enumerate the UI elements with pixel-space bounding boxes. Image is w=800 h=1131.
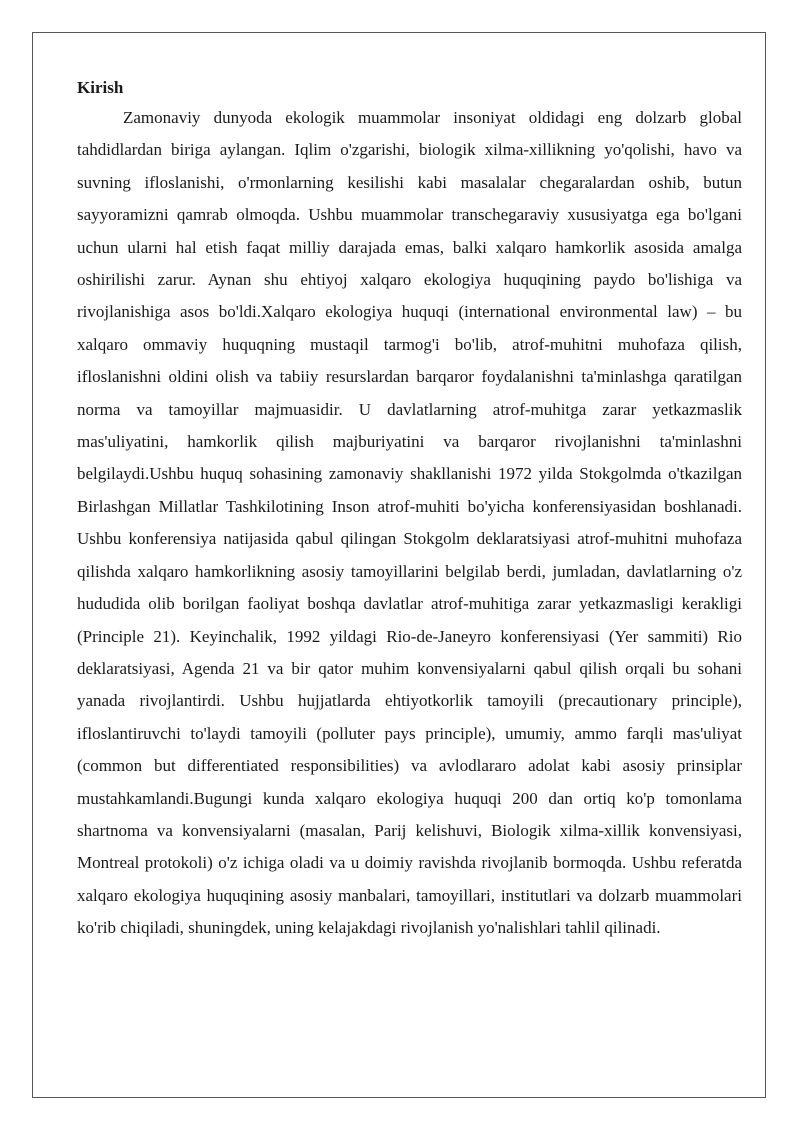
body-paragraph: Zamonaviy dunyoda ekologik muammolar insoniyat oldidagi eng dolzarb global tahdidlardan biriga aylangan. Iqlim o'zgarishi, biologik xilma-xillikning yo'qolishi, havo va suvning ifloslanishi, o'rmonlarning kesilishi kabi masalalar chegaralardan oshib, butun sayyoramizni qamrab olmoqda. Ushbu muammolar transchegaraviy xususiyatga ega bo'lgani uchun ularni hal etish faqat milliy darajada emas, balki xalqaro hamkorlik asosida amalga oshirilishi zarur. Aynan shu ehtiyoj xalqaro ekologiya huquqining paydo bo'lishiga va rivojlanishiga asos bo'ldi.Xalqaro ekologiya huquqi (international environmental law) – bu xalqaro ommaviy huquqning mustaqil tarmog'i bo'lib, atrof-muhitni muhofaza qilish, ifloslanishni oldini olish va tabiiy resurslardan barqaror foydalanishni ta'minlashga qaratilgan norma va tamoyillar majmuasidir. U davlatlarning atrof-muhitga zarar yetkazmaslik mas'uliyatini, hamkorlik qilish majburiyatini va barqaror rivojlanishni ta'minlashni belgilaydi.Ushbu huquq sohasining zamonaviy shakllanishi 1972 yilda Stokgolmda o'tkazilgan Birlashgan Millatlar Tashkilotining Inson atrof-muhiti bo'yicha konferensiyasidan boshlanadi. Ushbu konferensiya natijasida qabul qilingan Stokgolm deklaratsiyasi atrof-muhitni muhofaza qilishda xalqaro hamkorlikning asosiy tamoyillarini belgilab berdi, jumladan, davlatlarning o'z hududida olib borilgan faoliyat boshqa davlatlar atrof-muhitiga zarar yetkazmasligi kerakligi (Principle 21). Keyinchalik, 1992 yildagi Rio-de-Janeyro konferensiyasi (Yer sammiti) Rio deklaratsiyasi, Agenda 21 va bir qator muhim konvensiyalarni qabul qilish orqali bu sohani yanada rivojlantirdi. Ushbu hujjatlarda ehtiyotkorlik tamoyili (precautionary principle), ifloslantiruvchi to'laydi tamoyili (polluter pays principle), umumiy, ammo farqli mas'uliyat (common but differentiated responsibilities) va avlodlararo adolat kabi asosiy prinsiplar mustahkamlandi.Bugungi kunda xalqaro ekologiya huquqi 200 dan ortiq ko'p tomonlama shartnoma va konvensiyalarni (masalan, Parij kelishuvi, Biologik xilma-xillik konvensiyasi, Montreal protokoli) o'z ichiga oladi va u doimiy ravishda rivojlanib bormoqda. Ushbu referatda xalqaro ekologiya huquqining asosiy manbalari, tamoyillari, institutlari va dolzarb muammolari ko'rib chiqiladi, shuningdek, uning kelajakdagi rivojlanish yo'nalishlari tahlil qilinadi.: [77, 108, 742, 938]
document-body: [77, 74, 742, 945]
section-heading: Kirish: [77, 78, 124, 97]
